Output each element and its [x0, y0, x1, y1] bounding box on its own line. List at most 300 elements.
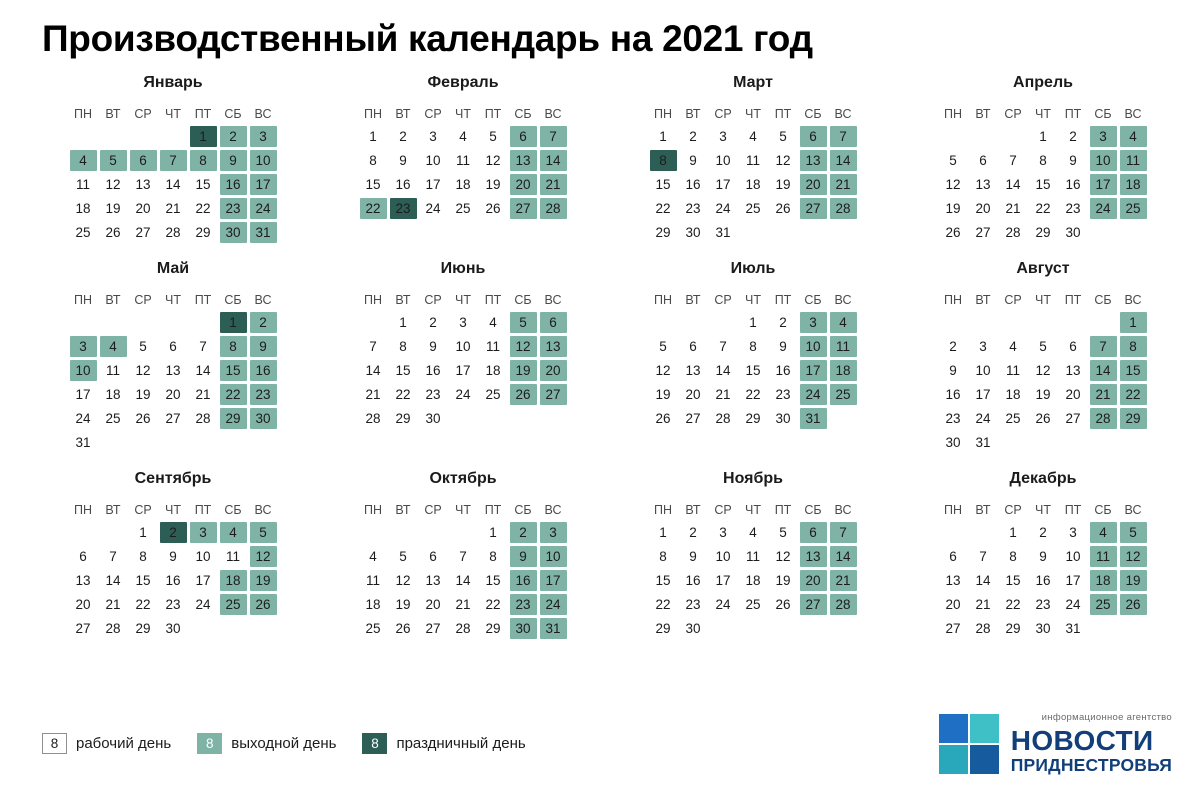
weekday-header: ВС [544, 293, 562, 307]
month-block [28, 470, 318, 642]
day-cell: 10 [715, 549, 731, 564]
day-cell: 10 [715, 153, 731, 168]
day-cell: 27 [975, 225, 991, 240]
day-cell: 8 [749, 339, 757, 354]
weekday-header: ПТ [484, 107, 502, 121]
day-cell: 14 [975, 573, 991, 588]
weekday-header: ПТ [194, 293, 212, 307]
day-cell: 14 [105, 573, 121, 588]
week-row [70, 360, 277, 381]
empty-cell [160, 312, 187, 333]
day-cell: 25 [105, 411, 121, 426]
weekday-header: ВТ [395, 503, 411, 517]
empty-cell [360, 312, 387, 333]
day-cell: 1 [1120, 312, 1147, 333]
weekday-header: ВС [544, 107, 562, 121]
day-cell: 10 [1065, 549, 1081, 564]
day-cell: 24 [1090, 198, 1117, 219]
empty-cell [770, 222, 797, 243]
day-cell: 11 [1120, 150, 1147, 171]
day-cell: 12 [485, 153, 501, 168]
month-block [898, 260, 1188, 456]
day-cell: 15 [485, 573, 501, 588]
day-cell: 19 [775, 177, 791, 192]
day-cell: 9 [949, 363, 957, 378]
week-row [70, 546, 277, 567]
day-cell: 12 [1035, 363, 1051, 378]
day-cell: 17 [975, 387, 991, 402]
day-cell: 6 [979, 153, 987, 168]
day-cell: 8 [220, 336, 247, 357]
day-cell: 26 [1035, 411, 1051, 426]
day-cell: 24 [975, 411, 991, 426]
empty-cell [710, 618, 737, 639]
day-cell: 9 [250, 336, 277, 357]
day-cell: 25 [745, 597, 761, 612]
day-cell: 18 [105, 387, 121, 402]
day-cell: 11 [105, 363, 120, 378]
empty-cell [830, 222, 857, 243]
day-cell: 20 [510, 174, 537, 195]
day-cell: 4 [830, 312, 857, 333]
day-cell: 3 [800, 312, 827, 333]
weekday-header: ЧТ [745, 293, 761, 307]
day-cell: 27 [800, 594, 827, 615]
day-cell: 5 [659, 339, 667, 354]
empty-cell [100, 522, 127, 543]
day-cell: 30 [250, 408, 277, 429]
weekday-header-row [70, 105, 277, 123]
day-cell: 21 [715, 387, 731, 402]
day-cell: 3 [70, 336, 97, 357]
week-row [70, 126, 277, 147]
day-cell: 18 [1120, 174, 1147, 195]
day-cell: 11 [455, 153, 470, 168]
day-cell: 7 [540, 126, 567, 147]
weekday-header: СБ [224, 293, 242, 307]
week-row [360, 546, 567, 567]
day-cell: 3 [719, 129, 727, 144]
day-cell: 30 [1065, 225, 1081, 240]
weekday-header: ВТ [395, 107, 411, 121]
weekday-header: ВС [1124, 503, 1142, 517]
day-cell: 10 [975, 363, 991, 378]
day-cell: 23 [945, 411, 961, 426]
weekday-header: СР [424, 107, 442, 121]
week-row [70, 384, 277, 405]
day-cell: 20 [540, 360, 567, 381]
weekday-header: СБ [224, 503, 242, 517]
week-row [650, 150, 857, 171]
day-cell: 17 [800, 360, 827, 381]
day-cell: 4 [100, 336, 127, 357]
months-grid [28, 74, 1172, 642]
day-cell: 21 [830, 174, 857, 195]
day-cell: 1 [399, 315, 407, 330]
day-cell: 24 [800, 384, 827, 405]
day-cell: 20 [800, 174, 827, 195]
weekday-header: ПТ [1064, 503, 1082, 517]
week-row [940, 174, 1147, 195]
empty-cell [1030, 312, 1057, 333]
day-cell: 21 [455, 597, 471, 612]
weekday-header: ЧТ [455, 107, 471, 121]
month-block [898, 470, 1188, 642]
day-cell: 4 [369, 549, 377, 564]
empty-cell [1090, 312, 1117, 333]
day-cell: 1 [369, 129, 377, 144]
day-cell: 18 [830, 360, 857, 381]
day-cell: 13 [945, 573, 961, 588]
day-cell: 13 [165, 363, 181, 378]
day-cell: 29 [195, 225, 211, 240]
legend-item-holiday [362, 733, 525, 754]
week-row [70, 618, 277, 639]
day-cell: 30 [510, 618, 537, 639]
day-cell: 4 [70, 150, 97, 171]
month-name: Ноябрь [723, 470, 783, 487]
empty-cell [1060, 432, 1087, 453]
empty-cell [130, 432, 157, 453]
day-cell: 7 [459, 549, 467, 564]
month-table [67, 498, 280, 642]
day-cell: 24 [250, 198, 277, 219]
day-cell: 16 [220, 174, 247, 195]
empty-cell [450, 522, 477, 543]
month-block [28, 74, 318, 246]
weekday-header: СБ [804, 107, 822, 121]
day-cell: 18 [75, 201, 91, 216]
day-cell: 13 [800, 546, 827, 567]
day-cell: 6 [169, 339, 177, 354]
month-name: Июль [730, 260, 776, 277]
day-cell: 14 [1005, 177, 1021, 192]
day-cell: 4 [1090, 522, 1117, 543]
empty-cell [100, 432, 127, 453]
day-cell: 19 [250, 570, 277, 591]
empty-cell [190, 432, 217, 453]
weekday-header: ПТ [1064, 107, 1082, 121]
day-cell: 12 [510, 336, 537, 357]
day-cell: 12 [775, 153, 791, 168]
week-row [360, 150, 567, 171]
day-cell: 14 [195, 363, 211, 378]
weekday-header: СБ [514, 293, 532, 307]
weekday-header: ЧТ [455, 293, 471, 307]
empty-cell [970, 126, 997, 147]
day-cell: 6 [689, 339, 697, 354]
day-cell: 6 [130, 150, 157, 171]
week-row [940, 312, 1147, 333]
empty-cell [1030, 432, 1057, 453]
weekday-header: ПТ [194, 107, 212, 121]
weekday-header: ПТ [774, 293, 792, 307]
weekday-header: СБ [514, 107, 532, 121]
empty-cell [1000, 126, 1027, 147]
day-cell: 30 [1035, 621, 1051, 636]
weekday-header: ПН [73, 503, 92, 517]
weekday-header-row [650, 501, 857, 519]
day-cell: 15 [1035, 177, 1051, 192]
day-cell: 18 [1090, 570, 1117, 591]
day-cell: 23 [220, 198, 247, 219]
week-row [940, 546, 1147, 567]
day-cell: 23 [165, 597, 181, 612]
day-cell: 20 [975, 201, 991, 216]
day-cell: 25 [1120, 198, 1147, 219]
day-cell: 19 [395, 597, 411, 612]
day-cell: 17 [540, 570, 567, 591]
day-cell: 11 [1090, 546, 1117, 567]
weekday-header: ПН [363, 503, 382, 517]
day-cell: 21 [1005, 201, 1021, 216]
day-cell: 9 [429, 339, 437, 354]
day-cell: 20 [165, 387, 181, 402]
day-cell: 16 [425, 363, 441, 378]
week-row [940, 570, 1147, 591]
weekday-header: ВТ [685, 503, 701, 517]
week-row [70, 408, 277, 429]
empty-cell [940, 312, 967, 333]
day-cell: 12 [1120, 546, 1147, 567]
week-row [650, 174, 857, 195]
day-cell: 29 [220, 408, 247, 429]
day-cell: 28 [195, 411, 211, 426]
day-cell: 5 [510, 312, 537, 333]
day-cell: 24 [425, 201, 441, 216]
day-cell: 17 [455, 363, 471, 378]
day-cell: 16 [685, 177, 701, 192]
empty-cell [250, 432, 277, 453]
day-cell: 29 [135, 621, 151, 636]
weekday-header-row [650, 105, 857, 123]
weekday-header: СР [424, 503, 442, 517]
weekday-header: ЧТ [165, 107, 181, 121]
day-cell: 28 [540, 198, 567, 219]
day-cell: 25 [485, 387, 501, 402]
day-cell: 20 [425, 597, 441, 612]
weekday-header: СБ [514, 503, 532, 517]
day-cell: 28 [830, 198, 857, 219]
day-cell: 15 [365, 177, 381, 192]
month-name: Июнь [440, 260, 486, 277]
legend-label-work: рабочий день [76, 735, 172, 752]
empty-cell [190, 312, 217, 333]
month-table [67, 288, 280, 456]
empty-cell [940, 522, 967, 543]
empty-cell [160, 432, 187, 453]
day-cell: 13 [540, 336, 567, 357]
day-cell: 2 [250, 312, 277, 333]
day-cell: 30 [165, 621, 181, 636]
weekday-header: ВТ [105, 107, 121, 121]
empty-cell [800, 222, 827, 243]
day-cell: 5 [779, 525, 787, 540]
weekday-header: СБ [1094, 107, 1112, 121]
day-cell: 12 [135, 363, 151, 378]
empty-cell [1090, 432, 1117, 453]
empty-cell [940, 126, 967, 147]
weekday-header: ПН [73, 107, 92, 121]
day-cell: 5 [250, 522, 277, 543]
week-row [70, 336, 277, 357]
day-cell: 10 [1090, 150, 1117, 171]
day-cell: 7 [719, 339, 727, 354]
day-cell: 4 [1009, 339, 1017, 354]
month-name: Март [733, 74, 773, 91]
day-cell: 8 [1009, 549, 1017, 564]
weekday-header-row [360, 105, 567, 123]
day-cell: 8 [659, 549, 667, 564]
weekday-header: ВС [834, 503, 852, 517]
week-row [650, 618, 857, 639]
empty-cell [650, 312, 677, 333]
page-title: Производственный календарь на 2021 год [42, 18, 813, 59]
weekday-header: ПТ [774, 107, 792, 121]
empty-cell [540, 408, 567, 429]
day-cell: 8 [369, 153, 377, 168]
day-cell: 14 [830, 546, 857, 567]
day-cell: 28 [1090, 408, 1117, 429]
empty-cell [70, 312, 97, 333]
month-table [357, 288, 570, 432]
weekday-header-row [650, 291, 857, 309]
weekday-header: ВТ [975, 107, 991, 121]
empty-cell [450, 408, 477, 429]
weekday-header-row [70, 501, 277, 519]
day-cell: 19 [510, 360, 537, 381]
weekday-header: ВТ [975, 503, 991, 517]
weekday-header: ВТ [105, 503, 121, 517]
day-cell: 1 [749, 315, 757, 330]
weekday-header: ПН [73, 293, 92, 307]
month-name: Август [1016, 260, 1070, 277]
day-cell: 20 [685, 387, 701, 402]
day-cell: 22 [485, 597, 501, 612]
day-cell: 3 [190, 522, 217, 543]
month-table [67, 102, 280, 246]
day-cell: 18 [455, 177, 471, 192]
week-row [650, 198, 857, 219]
day-cell: 21 [540, 174, 567, 195]
day-cell: 26 [945, 225, 961, 240]
day-cell: 28 [105, 621, 121, 636]
week-row [70, 174, 277, 195]
day-cell: 14 [165, 177, 181, 192]
weekday-header: ПН [363, 107, 382, 121]
week-row [360, 336, 567, 357]
day-cell: 27 [75, 621, 91, 636]
day-cell: 5 [1039, 339, 1047, 354]
day-cell: 16 [945, 387, 961, 402]
week-row [940, 408, 1147, 429]
month-table [937, 498, 1150, 642]
day-cell: 4 [1120, 126, 1147, 147]
day-cell: 17 [1065, 573, 1081, 588]
day-cell: 21 [105, 597, 121, 612]
empty-cell [1090, 618, 1117, 639]
weekday-header: ПН [943, 107, 962, 121]
day-cell: 5 [100, 150, 127, 171]
empty-cell [160, 126, 187, 147]
week-row [70, 522, 277, 543]
day-cell: 7 [830, 126, 857, 147]
day-cell: 4 [489, 315, 497, 330]
day-cell: 7 [1009, 153, 1017, 168]
day-cell: 7 [109, 549, 117, 564]
day-cell: 6 [800, 126, 827, 147]
day-cell: 12 [775, 549, 791, 564]
day-cell: 22 [1035, 201, 1051, 216]
day-cell: 22 [655, 201, 671, 216]
empty-cell [770, 618, 797, 639]
day-cell: 17 [1090, 174, 1117, 195]
day-cell: 17 [715, 177, 731, 192]
day-cell: 25 [455, 201, 471, 216]
week-row [360, 360, 567, 381]
day-cell: 18 [745, 573, 761, 588]
weekday-header: ЧТ [165, 293, 181, 307]
day-cell: 27 [510, 198, 537, 219]
day-cell: 16 [775, 363, 791, 378]
day-cell: 11 [485, 339, 500, 354]
day-cell: 3 [979, 339, 987, 354]
day-cell: 15 [1120, 360, 1147, 381]
day-cell: 26 [510, 384, 537, 405]
day-cell: 24 [195, 597, 211, 612]
logo-title: НОВОСТИ [1010, 724, 1154, 756]
day-cell: 19 [105, 201, 121, 216]
day-cell: 23 [1035, 597, 1051, 612]
day-cell: 4 [749, 129, 757, 144]
day-cell: 16 [165, 573, 181, 588]
month-name: Декабрь [1009, 470, 1077, 487]
week-row [650, 312, 857, 333]
weekday-header: ЧТ [745, 503, 761, 517]
empty-cell [1120, 432, 1147, 453]
day-cell: 7 [369, 339, 377, 354]
day-cell: 6 [1069, 339, 1077, 354]
week-row [650, 126, 857, 147]
day-cell: 31 [1065, 621, 1081, 636]
weekday-header: ВС [1124, 293, 1142, 307]
day-cell: 5 [1120, 522, 1147, 543]
day-cell: 30 [685, 621, 701, 636]
day-cell: 21 [365, 387, 381, 402]
month-block [898, 74, 1188, 246]
day-cell: 21 [1090, 384, 1117, 405]
day-cell: 19 [135, 387, 151, 402]
day-cell: 14 [830, 150, 857, 171]
empty-cell [800, 618, 827, 639]
day-cell: 25 [745, 201, 761, 216]
weekday-header: ВС [834, 293, 852, 307]
day-cell: 27 [540, 384, 567, 405]
weekday-header: ВС [1124, 107, 1142, 121]
day-cell: 26 [1120, 594, 1147, 615]
day-cell: 7 [979, 549, 987, 564]
day-cell: 8 [1039, 153, 1047, 168]
weekday-header: ВТ [685, 293, 701, 307]
weekday-header: ПН [653, 107, 672, 121]
day-cell: 2 [429, 315, 437, 330]
day-cell: 15 [655, 177, 671, 192]
day-cell: 27 [800, 198, 827, 219]
empty-cell [1090, 222, 1117, 243]
month-block [318, 260, 608, 456]
month-block [28, 260, 318, 456]
day-cell: 15 [195, 177, 211, 192]
